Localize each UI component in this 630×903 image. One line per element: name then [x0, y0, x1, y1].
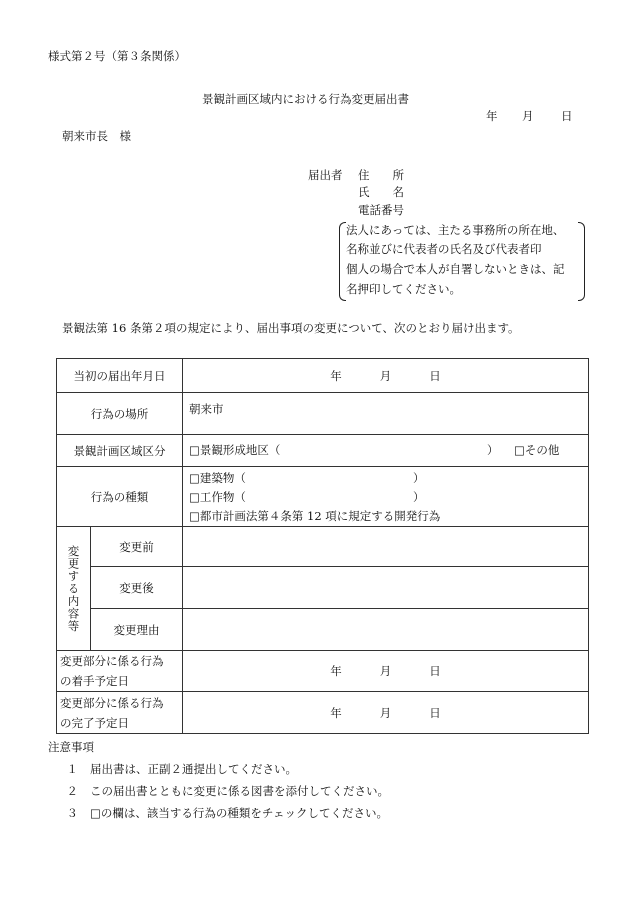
- type-development-option[interactable]: □都市計画法第４条第 12 項に規定する開発行為: [189, 509, 441, 523]
- intro-text: 景観法第 16 条第２項の規定により、届出事項の変更について、次のとおり届け出ます。: [62, 321, 520, 335]
- reason-row: [57, 609, 589, 651]
- end-date-label: [57, 692, 183, 734]
- after-field[interactable]: [183, 567, 589, 609]
- place-field[interactable]: [183, 393, 589, 435]
- zone-field: [183, 435, 589, 467]
- ymd-month: 月: [379, 368, 392, 383]
- right-bracket: [578, 222, 585, 301]
- initial-date-ymd: [183, 368, 588, 384]
- date-year-label: 年: [486, 109, 498, 123]
- applicant-label: 届出者: [308, 168, 343, 182]
- start-date-label: [57, 651, 183, 692]
- ymd-day: 日: [429, 664, 441, 678]
- type-structure-paren: ）: [413, 490, 425, 504]
- note-line-1: 法人にあっては、主たる事務所の所在地、: [346, 223, 565, 237]
- left-bracket: [339, 222, 346, 301]
- date-month-label: 月: [522, 109, 534, 123]
- notes-section: [48, 736, 389, 824]
- reason-field[interactable]: [183, 609, 589, 651]
- ymd-year: 年: [330, 664, 342, 678]
- addressee: 朝来市長 様: [62, 129, 131, 143]
- note-item: [48, 802, 389, 824]
- change-group-label: 変更する内容等: [66, 544, 81, 633]
- after-label: 変更後: [91, 567, 183, 609]
- initial-date-row: [57, 359, 589, 393]
- applicant-phone-label: 電話番号: [358, 203, 404, 217]
- ymd-year: 年: [330, 368, 342, 383]
- applicant-name-label: 氏 名: [358, 185, 404, 199]
- type-row: [57, 467, 589, 527]
- zone-option-other[interactable]: □その他: [514, 443, 560, 457]
- start-date-row: [57, 651, 589, 692]
- note-line-4: 名押印してください。: [346, 282, 461, 296]
- zone-option-landscape[interactable]: □景観形成地区（: [189, 443, 281, 457]
- notification-table: [56, 358, 589, 734]
- end-date-row: [57, 692, 589, 734]
- zone-label: 景観計画区域区分: [57, 435, 183, 467]
- end-date-label-line1: 変更部分に係る行為: [60, 695, 164, 710]
- start-date-label-line2: の着手予定日: [60, 674, 129, 688]
- initial-date-field[interactable]: [183, 359, 589, 393]
- form-title: 景観計画区域内における行為変更届出書: [202, 92, 409, 106]
- ymd-month: 月: [379, 705, 392, 720]
- type-field: [183, 467, 589, 527]
- ymd-month: 月: [379, 664, 392, 678]
- note-line-3: 個人の場合で本人が自署しないときは、記: [346, 262, 565, 276]
- place-row: [57, 393, 589, 435]
- start-date-field[interactable]: [183, 651, 589, 692]
- zone-row: [57, 435, 589, 467]
- note-text: この届出書とともに変更に係る図書を添付してください。: [90, 784, 389, 798]
- form-number: 様式第２号（第３条関係）: [48, 49, 186, 63]
- note-text: 届出書は、正副２通提出してください。: [90, 762, 297, 776]
- type-building-option[interactable]: □建築物（: [189, 471, 246, 485]
- start-date-label-line1: 変更部分に係る行為: [60, 654, 164, 668]
- before-field[interactable]: [183, 527, 589, 567]
- ymd-day: 日: [429, 368, 441, 383]
- date-day-label: 日: [561, 109, 573, 123]
- zone-paren-close: ）: [487, 443, 499, 457]
- note-number: ２: [66, 784, 78, 798]
- applicant-address-label: 住 所: [358, 168, 404, 182]
- ymd-day: 日: [429, 705, 441, 720]
- reason-label: 変更理由: [91, 609, 183, 651]
- place-value: 朝来市: [189, 402, 224, 416]
- after-row: [57, 567, 589, 609]
- type-label: 行為の種類: [57, 467, 183, 527]
- note-number: １: [66, 762, 78, 776]
- note-item: [48, 758, 389, 780]
- end-date-label-line2: の完了予定日: [60, 715, 129, 730]
- start-date-ymd: [183, 663, 588, 679]
- note-line-2: 名称並びに代表者の氏名及び代表者印: [346, 242, 542, 256]
- note-item: [48, 780, 389, 802]
- before-label: 変更前: [91, 527, 183, 567]
- initial-date-label: 当初の届出年月日: [57, 359, 183, 393]
- type-building-paren: ）: [413, 471, 425, 485]
- place-label: 行為の場所: [57, 393, 183, 435]
- note-number: ３: [66, 806, 78, 820]
- end-date-ymd: [183, 705, 588, 721]
- type-structure-option[interactable]: □工作物（: [189, 490, 246, 504]
- before-row: [57, 527, 589, 567]
- note-text: □の欄は、該当する行為の種類をチェックしてください。: [90, 806, 389, 820]
- notes-heading: 注意事項: [48, 740, 94, 754]
- change-group-cell: [57, 527, 91, 651]
- end-date-field[interactable]: [183, 692, 589, 734]
- ymd-year: 年: [330, 705, 342, 720]
